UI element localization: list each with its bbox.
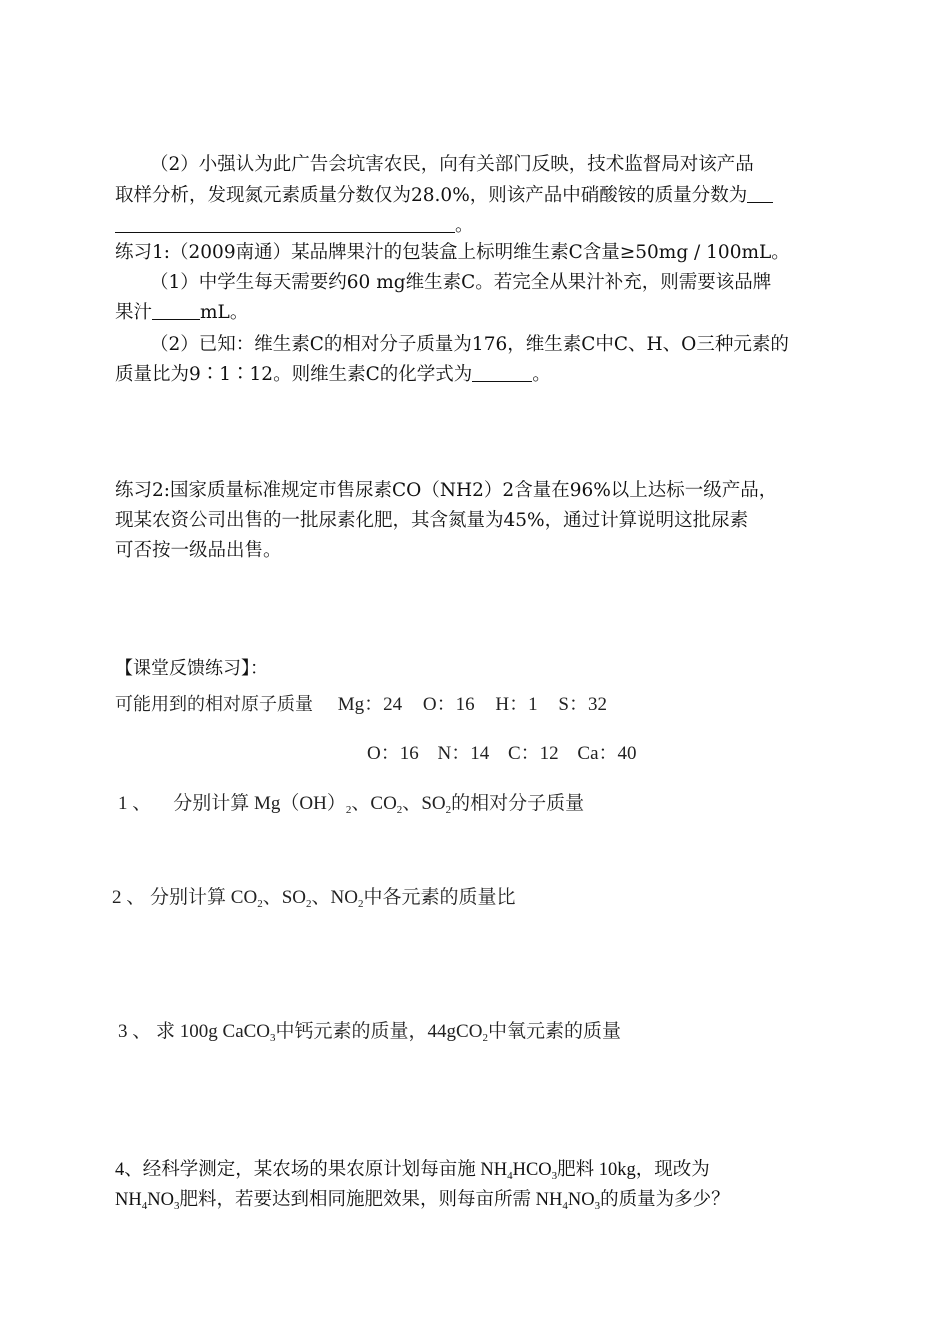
exercise1-q1-pre: 果汁 — [115, 302, 153, 323]
subscript: 2 — [345, 804, 352, 816]
masses-label: 可能用到的相对原子质量 — [115, 694, 313, 715]
mass-mg: Mg：24 — [337, 694, 403, 715]
subscript: 3 — [594, 1200, 601, 1212]
formula-co2: CO — [370, 793, 397, 814]
feedback-heading: 【课堂反馈练习】： — [115, 658, 268, 679]
exercise1-q2-line1: （2）已知：维生素C的相对分子质量为176，维生素C中C、H、O三种元素的 — [150, 334, 789, 355]
q1-number: 1 、 — [118, 793, 152, 814]
subscript: 4 — [141, 1200, 148, 1212]
exercise1-q2-post: 。 — [532, 364, 551, 385]
exercise1-q1-line2 — [115, 300, 248, 326]
q2-tail: 中各元素的质量比 — [363, 887, 516, 908]
feedback-question-3 — [118, 1016, 621, 1043]
q4-text: NO — [567, 1190, 595, 1210]
formula-no2: NO — [330, 887, 358, 908]
subscript: 2 — [357, 898, 364, 910]
atomic-masses-row2 — [367, 738, 637, 765]
separator: 、 — [311, 887, 331, 908]
answer-blank — [115, 214, 455, 233]
separator: 、 — [262, 887, 282, 908]
subscript: 3 — [173, 1200, 180, 1212]
exercise1-q2-line2 — [115, 362, 551, 388]
exercise2-line2: 现某农资公司出售的一批尿素化肥，其含氮量为45%，通过计算说明这批尿素 — [115, 510, 749, 531]
mass-c: C：12 — [507, 743, 559, 764]
formula-so2: SO — [281, 887, 306, 908]
answer-blank — [747, 184, 773, 203]
atomic-masses-row1 — [115, 689, 607, 716]
mass-s: S：32 — [558, 694, 607, 715]
mass-h: H：1 — [495, 694, 538, 715]
exercise1-q2-pre: 质量比为9∶1∶12。则维生素C的化学式为 — [115, 364, 473, 385]
q4-text: HCO — [512, 1160, 552, 1180]
q3-mid: 中钙元素的质量，44gCO — [275, 1021, 483, 1042]
q1-tail: 的相对分子质量 — [451, 793, 585, 814]
para2-line1: （2）小强认为此广告会坑害农民，向有关部门反映，技术监督局对该产品 — [150, 154, 754, 175]
subscript: 2 — [306, 898, 312, 910]
para2-line2 — [115, 183, 773, 209]
answer-blank — [472, 363, 532, 382]
subscript: 3 — [551, 1170, 558, 1182]
q3-number: 3 、 — [118, 1021, 152, 1042]
para2-line2-text: 取样分析，发现氮元素质量分数仅为28.0%，则该产品中硝酸铵的质量分数为 — [115, 185, 748, 206]
q4-text: NO — [147, 1190, 174, 1210]
para2-line3 — [115, 213, 474, 239]
q2-text: 分别计算 — [150, 887, 227, 908]
q1-text: 分别计算 — [173, 793, 250, 814]
subscript: 3 — [270, 1032, 276, 1044]
q4-text: 肥料，若要达到相同施肥效果，则每亩所需 NH — [179, 1190, 563, 1210]
feedback-question-1 — [118, 788, 584, 815]
q3-text: 求 100g CaCO — [156, 1021, 271, 1042]
subscript: 4 — [507, 1170, 513, 1182]
separator: 、 — [402, 793, 422, 814]
feedback-question-4-line1 — [115, 1155, 710, 1181]
q4-text: 肥料 10kg，现改为 — [557, 1160, 710, 1180]
feedback-question-4-line2 — [115, 1185, 730, 1211]
exercise1-title: 练习1:（2009南通）某品牌果汁的包装盒上标明维生素C含量≥50mg / 100mL。 — [115, 242, 790, 263]
subscript: 4 — [562, 1200, 568, 1212]
exercise1-q1-line1: （1）中学生每天需要约60 mg维生素C。若完全从果汁补充，则需要该品牌 — [150, 272, 772, 293]
q4-text: 的质量为多少？ — [600, 1190, 730, 1210]
exercise2-line3: 可否按一级品出售。 — [115, 540, 282, 561]
exercise2-line1: 练习2:国家质量标准规定市售尿素CO（NH2）2含量在96%以上达标一级产品， — [115, 480, 778, 501]
q4-text: 4、经科学测定，某农场的果农原计划每亩施 NH — [115, 1160, 508, 1180]
formula-so2: SO — [421, 793, 446, 814]
q4-text: NH — [115, 1190, 142, 1210]
subscript: 2 — [482, 1032, 488, 1044]
mass-ca: Ca：40 — [577, 743, 637, 764]
q3-tail: 中氧元素的质量 — [487, 1021, 621, 1042]
answer-blank — [152, 301, 200, 320]
q2-number: 2 、 — [112, 887, 146, 908]
subscript: 2 — [396, 804, 403, 816]
formula-mgoh2: Mg（OH） — [254, 793, 346, 814]
mass-n: N：14 — [437, 743, 490, 764]
separator: 、 — [351, 793, 371, 814]
subscript: 2 — [257, 898, 263, 910]
subscript: 2 — [445, 804, 452, 816]
mass-o: O：16 — [367, 743, 419, 764]
mass-o: O：16 — [422, 694, 475, 715]
formula-co2: CO — [230, 887, 258, 908]
exercise1-q1-post: mL。 — [200, 302, 249, 323]
feedback-question-2 — [112, 882, 515, 909]
para2-end: 。 — [455, 215, 474, 236]
